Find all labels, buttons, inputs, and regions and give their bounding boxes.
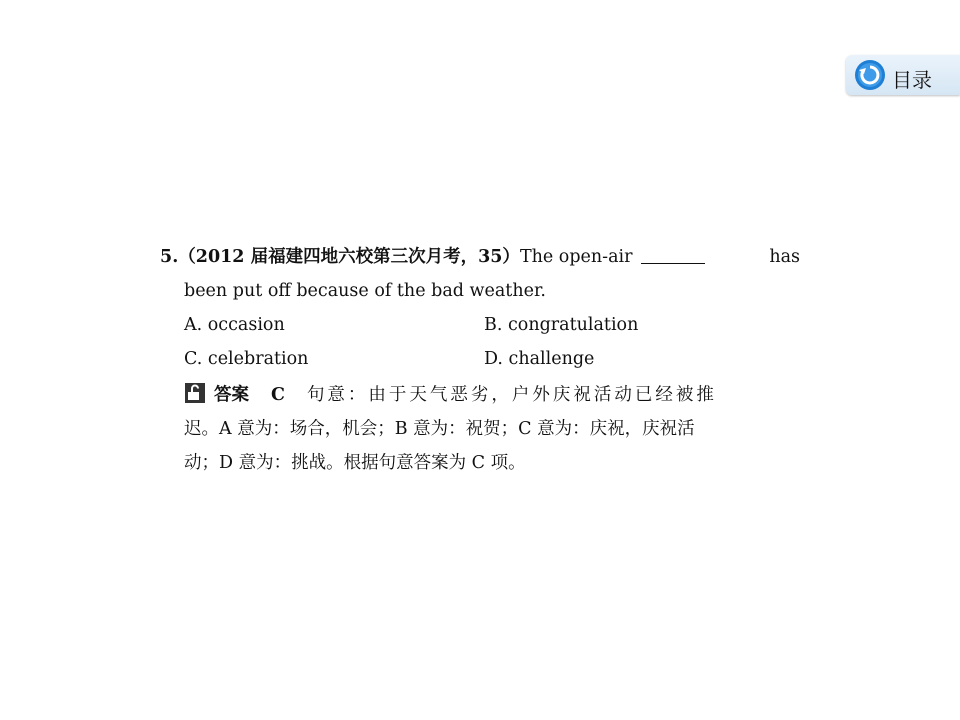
- option-a: A. occasion: [184, 315, 285, 335]
- options-grid: [160, 308, 800, 376]
- question-line-1: [160, 240, 800, 274]
- option-d: D. challenge: [484, 349, 595, 369]
- toc-button[interactable]: [846, 55, 960, 95]
- question-block: [160, 240, 800, 480]
- answer-explanation-1: 句意：由于天气恶劣，户外庆祝活动已经被推: [306, 385, 717, 405]
- refresh-circle-icon: [854, 59, 886, 91]
- toc-label: 目录: [892, 68, 932, 92]
- option-c: C. celebration: [184, 349, 309, 369]
- answer-explanation-2: 迟。A 意为：场合，机会；B 意为：祝贺；C 意为：庆祝，庆祝活: [184, 419, 695, 439]
- question-stem-line2: been put off because of the bad weather.: [184, 281, 546, 301]
- answer-label: 答案: [214, 385, 249, 405]
- answer-blank: [641, 249, 705, 264]
- question-stem-part2: has: [769, 247, 800, 267]
- question-number: 5: [160, 247, 173, 267]
- question-source: .（2012 届福建四地六校第三次月考，35）: [172, 247, 520, 267]
- question-stem-part1: The open-air: [519, 247, 639, 267]
- answer-value: C: [271, 385, 285, 405]
- answer-line-1: [184, 378, 800, 412]
- unlock-icon: [184, 382, 206, 404]
- answer-block: [160, 378, 800, 480]
- option-b: B. congratulation: [484, 315, 639, 335]
- answer-explanation-3: 动；D 意为：挑战。根据句意答案为 C 项。: [184, 453, 526, 473]
